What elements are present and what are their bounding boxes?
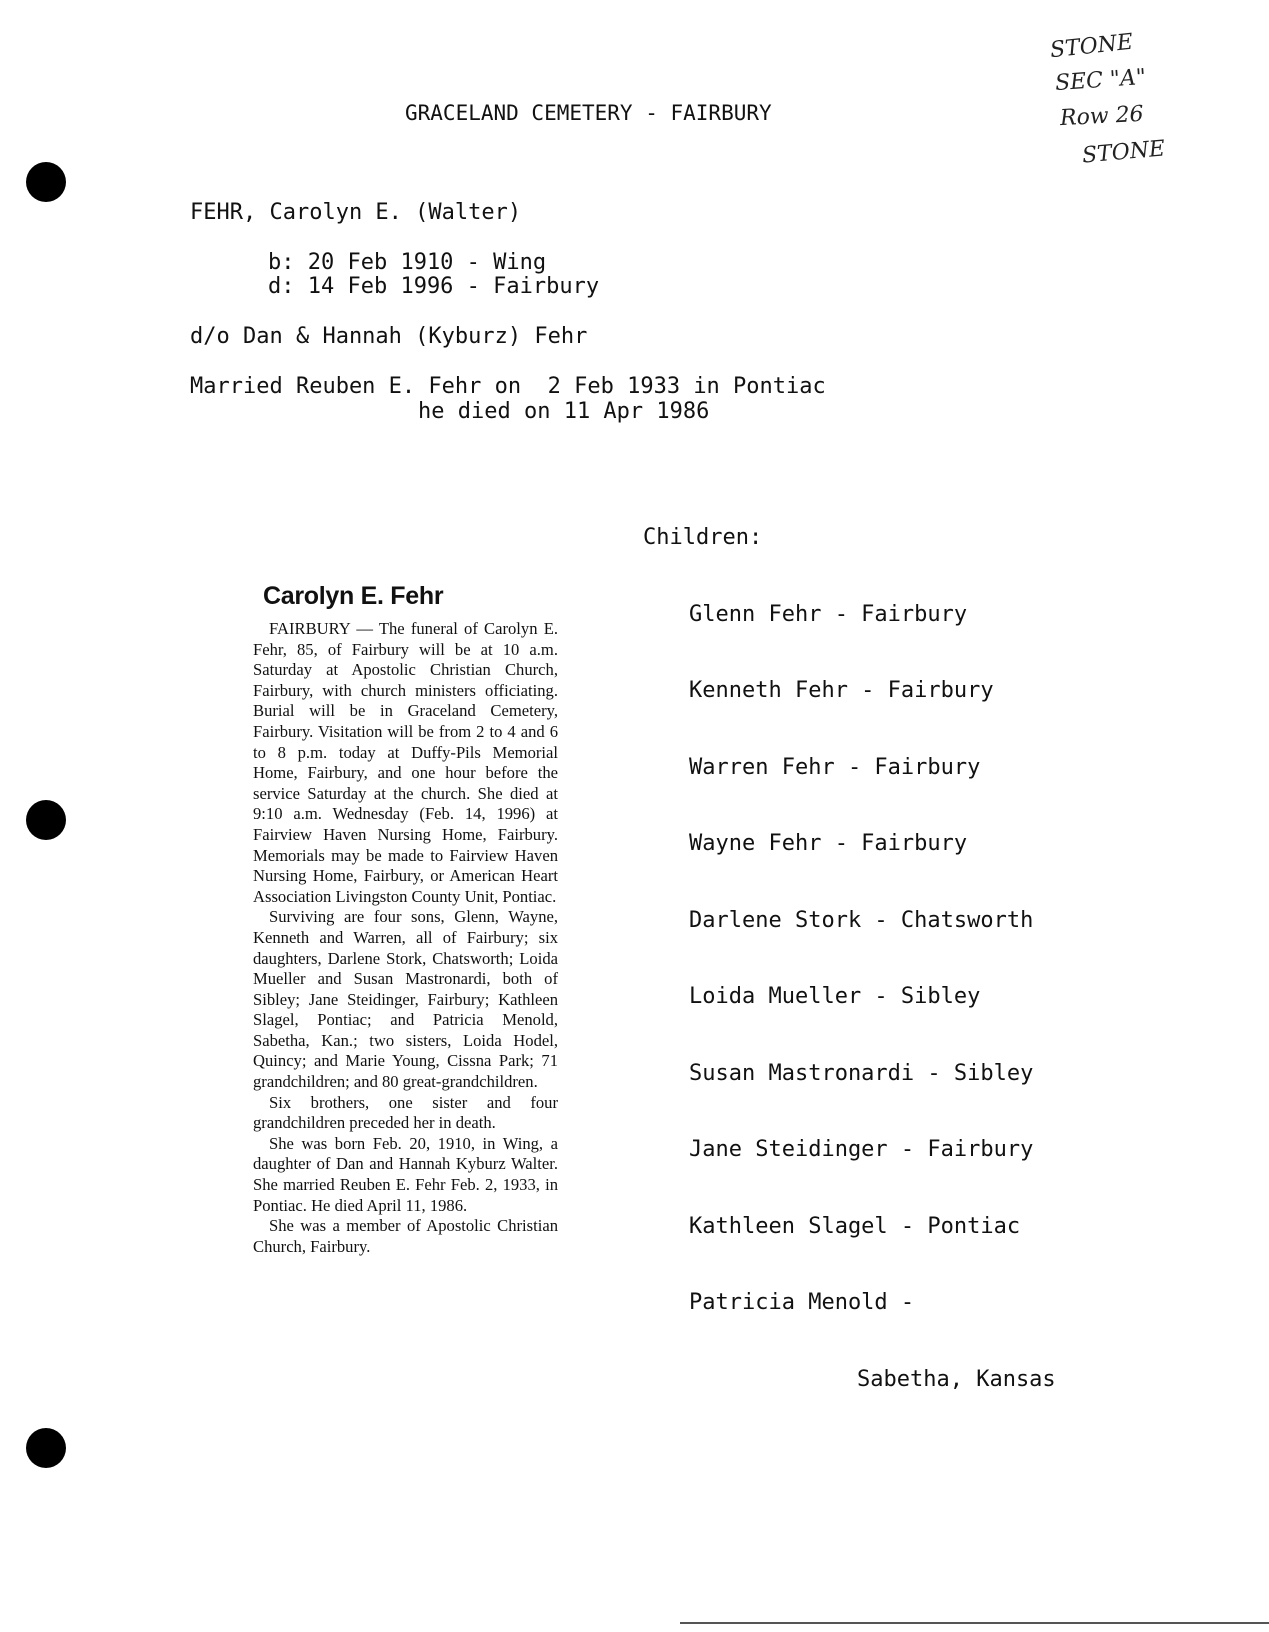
page-title: GRACELAND CEMETERY - FAIRBURY (405, 101, 772, 125)
clipping-paragraph: Surviving are four sons, Glenn, Wayne, Kenneth and Warren, all of Fairbury; six daughters, Darlene Stork, Chatsworth; Loida Mueller and Susan Mastronardi, both of Sibley; Jane Steidinger, Fairbury; Kathleen Slagel, Pontiac; and Patricia Menold, Sabetha, Kan.; two sisters, Loida Hodel, Quincy; and Marie Young, Cissna Park; 71 grandchildren; and 80 great-grandchildren. (253, 907, 558, 1092)
children-list (643, 474, 1056, 1418)
spouse-death-line: he died on 11 Apr 1986 (418, 399, 710, 424)
clipping-paragraph: She was born Feb. 20, 1910, in Wing, a daughter of Dan and Hannah Kyburz Walter. She married Reuben E. Fehr Feb. 2, 1933, in Pontiac. He died April 11, 1986. (253, 1133, 558, 1215)
child-item: Jane Steidinger - Fairbury (689, 1137, 1034, 1162)
child-item: Wayne Fehr - Fairbury (689, 831, 968, 856)
obituary-clipping (253, 582, 558, 1257)
name-line: FEHR, Carolyn E. (Walter) (190, 200, 522, 225)
clipping-paragraph: She was a member of Apostolic Christian Church, Fairbury. (253, 1216, 558, 1256)
scan-edge-line (680, 1622, 1269, 1624)
child-item: Loida Mueller - Sibley (689, 984, 981, 1009)
clipping-paragraph: Six brothers, one sister and four grandchildren preceded her in death. (253, 1092, 558, 1133)
handwritten-note-line-4: STONE (1081, 136, 1167, 169)
clipping-title: Carolyn E. Fehr (263, 582, 444, 610)
handwritten-note-line-1: STONE (1048, 29, 1135, 64)
punch-hole-bottom (26, 1428, 66, 1468)
died-line: d: 14 Feb 1996 - Fairbury (268, 274, 600, 299)
handwritten-note-line-2: SEC "A" (1054, 64, 1147, 97)
child-item: Patricia Menold - (689, 1290, 915, 1315)
punch-hole-middle (26, 800, 66, 840)
punch-hole-top (26, 162, 66, 202)
child-item: Darlene Stork - Chatsworth (689, 907, 1034, 933)
children-heading: Children: (643, 525, 763, 550)
child-item: Kathleen Slagel - Pontiac (689, 1213, 1021, 1239)
child-item: Warren Fehr - Fairbury (689, 754, 981, 780)
born-line: b: 20 Feb 1910 - Wing (268, 250, 547, 275)
parents-line: d/o Dan & Hannah (Kyburz) Fehr (190, 324, 588, 349)
child-item-continuation: Sabetha, Kansas (857, 1366, 1056, 1392)
handwritten-note-line-3: Row 26 (1059, 101, 1145, 132)
child-item: Glenn Fehr - Fairbury (689, 601, 968, 627)
child-item: Susan Mastronardi - Sibley (689, 1060, 1034, 1086)
child-item: Kenneth Fehr - Fairbury (689, 678, 994, 703)
married-line: Married Reuben E. Fehr on 2 Feb 1933 in Pontiac (190, 374, 826, 399)
clipping-paragraph: FAIRBURY — The funeral of Carolyn E. Fehr, 85, of Fairbury will be at 10 a.m. Saturday at Apostolic Christian Church, Fairbury, with church ministers officiating. Burial will be in Graceland Cemetery, Fairbury. Visitation will be from 2 to 4 and 6 to 8 p.m. today at Duffy-Pils Memorial Home, Fairbury, and one hour before the service Saturday at the church. She died at 9:10 a.m. Wednesday (Feb. 14, 1996) at Fairview Haven Nursing Home, Fairbury. Memorials may be made to Fairview Haven Nursing Home, Fairbury, or American Heart Association Livingston County Unit, Pontiac. (253, 619, 558, 906)
